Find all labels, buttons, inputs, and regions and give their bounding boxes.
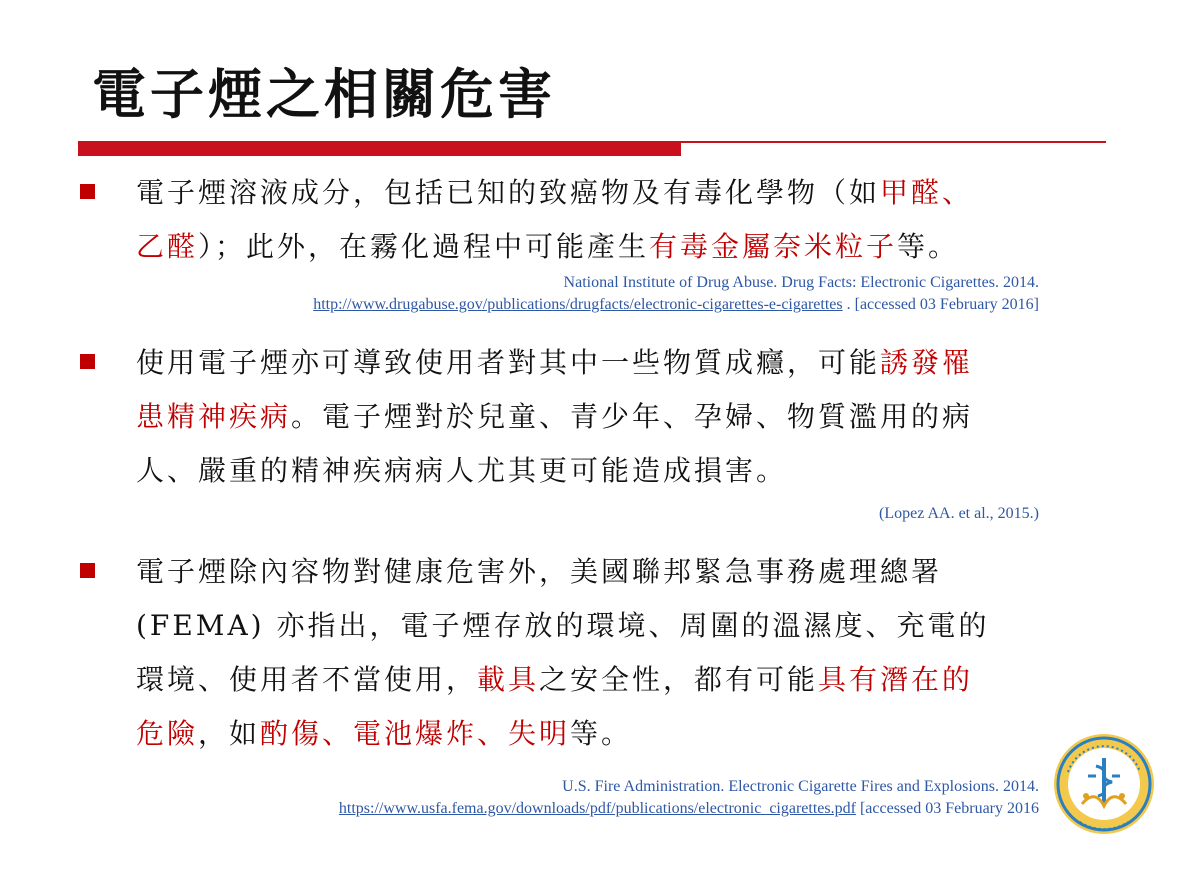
- citation-link[interactable]: http://www.drugabuse.gov/publications/drugfacts/electronic-cigarettes-e-cigarettes: [313, 296, 843, 313]
- text-run: 等。: [570, 717, 633, 750]
- highlighted-text: 危險: [136, 717, 199, 750]
- citation-1: [313, 272, 1039, 316]
- square-bullet-icon: [80, 354, 95, 369]
- highlighted-text: 乙醛: [136, 230, 199, 263]
- citation-text: U.S. Fire Administration. Electronic Cigarette Fires and Explosions. 2014.: [562, 778, 1039, 795]
- text-run: 人、嚴重的精神疾病病人尤其更可能造成損害。: [136, 454, 788, 487]
- paragraph-line: [136, 166, 1036, 220]
- paragraph-line: [136, 599, 1036, 653]
- paragraph-line: [136, 653, 1036, 707]
- citation-link-line: [339, 798, 1039, 820]
- highlighted-text: 酌傷、電池爆炸、失明: [260, 717, 571, 750]
- text-run: (FEMA) 亦指出，電子煙存放的環境、周圍的溫濕度、充電的: [136, 609, 990, 642]
- slide-title: 電子煙之相關危害: [92, 63, 556, 126]
- highlighted-text: 具有潛在的: [818, 663, 974, 696]
- title-underline-bar: [78, 141, 681, 156]
- paragraph-line: [136, 545, 1036, 599]
- paragraph-line: [136, 444, 1036, 498]
- bullet-paragraph-3: [136, 545, 1036, 761]
- text-run: ，如: [198, 717, 261, 750]
- text-run: ）；此外，在霧化過程中可能產生: [198, 230, 650, 263]
- square-bullet-icon: [80, 563, 95, 578]
- text-run: 之安全性，都有可能: [539, 663, 819, 696]
- paragraph-line: [136, 220, 1036, 274]
- text-run: 。電子煙對於兒童、青少年、孕婦、物質濫用的病: [291, 400, 974, 433]
- highlighted-text: 患精神疾病: [136, 400, 292, 433]
- bullet-paragraph-2: [136, 336, 1036, 498]
- citation-link[interactable]: https://www.usfa.fema.gov/downloads/pdf/publications/electronic_cigarettes.pdf: [338, 800, 856, 817]
- highlighted-text: 載具: [477, 663, 540, 696]
- text-run: 環境、使用者不當使用，: [136, 663, 478, 696]
- highlighted-text: 甲醛、: [880, 176, 974, 209]
- bullet-paragraph-1: [136, 166, 1036, 274]
- citation-text: National Institute of Drug Abuse. Drug Facts: Electronic Cigarettes. 2014.: [563, 274, 1039, 291]
- square-bullet-icon: [80, 184, 95, 199]
- citation-link-line: [313, 294, 1039, 316]
- paragraph-line: [136, 336, 1036, 390]
- text-run: 使用電子煙亦可導致使用者對其中一些物質成癮，可能: [136, 346, 881, 379]
- citation-text: (Lopez AA. et al., 2015.): [879, 505, 1039, 522]
- highlighted-text: 誘發罹: [880, 346, 974, 379]
- highlighted-text: 有毒金屬奈米粒子: [649, 230, 898, 263]
- citation-2: [879, 503, 1039, 525]
- citation-accessed: . [accessed 03 February 2016]: [842, 296, 1039, 313]
- citation-3: [339, 776, 1039, 820]
- paragraph-line: [136, 707, 1036, 761]
- text-run: 電子煙除內容物對健康危害外，美國聯邦緊急事務處理總署: [136, 555, 943, 588]
- paragraph-line: [136, 390, 1036, 444]
- text-run: 等。: [897, 230, 960, 263]
- citation-accessed: [accessed 03 February 2016: [855, 800, 1039, 817]
- health-bureau-logo-icon: [1052, 732, 1156, 836]
- text-run: 電子煙溶液成分，包括已知的致癌物及有毒化學物（如: [136, 176, 881, 209]
